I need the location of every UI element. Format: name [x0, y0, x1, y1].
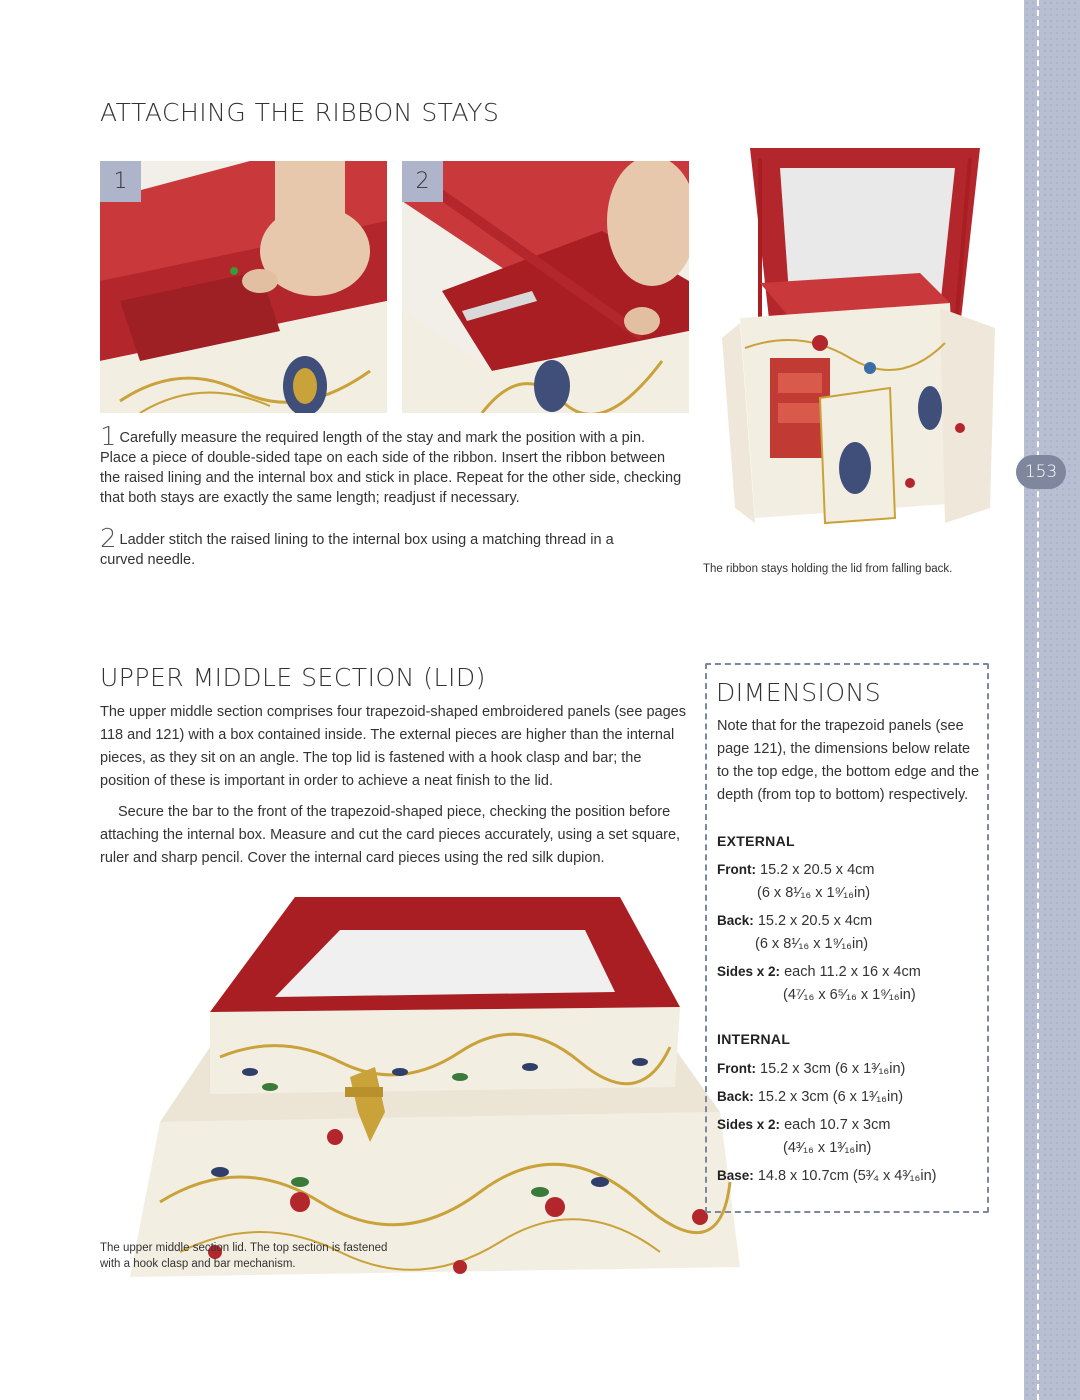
external-sides-row — [717, 960, 921, 1007]
dim-label: Front: — [717, 862, 756, 877]
internal-base-row — [717, 1164, 936, 1188]
section-heading-upper-middle: UPPER MIDDLE SECTION (LID) — [100, 663, 486, 692]
dim-label: Sides x 2: — [717, 1117, 781, 1132]
photo-badge-2: 2 — [402, 161, 443, 202]
page-edge-sidebar — [1024, 0, 1080, 1400]
open-box-photo — [700, 128, 1000, 553]
dim-label: Front: — [717, 1061, 756, 1076]
step-1-body: Carefully measure the required length of the stay and mark the position with a pin. Place a piece of double-sided tape on each side of the ribbon. Insert the ribbon between the raised lining and the internal box and stick in place. Repeat for the other side, checking that both stays are exactly the same length; readjust if necessary. — [100, 430, 682, 506]
internal-sides-row — [717, 1113, 890, 1160]
dim-imperial: (6 x 8¹⁄₁₆ x 1⁹⁄₁₆in) — [757, 885, 871, 901]
section2-paragraph-2: Secure the bar to the front of the trapezoid-shaped piece, checking the position before attaching the internal box. Measure and cut the card pieces accurately, using a set square, ruler and sharp pencil. Cover the internal card pieces using the red silk dupion. — [100, 804, 681, 866]
section2-body — [100, 701, 690, 870]
dim-value: 15.2 x 20.5 x 4cm — [760, 862, 875, 878]
internal-front-row — [717, 1057, 905, 1081]
step-photo-2 — [402, 161, 689, 413]
dim-label: Back: — [717, 1089, 754, 1104]
step-1-number: 1 — [100, 422, 117, 452]
dim-value: 15.2 x 20.5 x 4cm — [757, 913, 873, 929]
dim-value: 15.2 x 3cm (6 x 1³⁄₁₆in) — [760, 1061, 906, 1077]
dim-label: Sides x 2: — [717, 964, 781, 979]
dim-imperial: (4³⁄₁₆ x 1³⁄₁₆in) — [783, 1140, 872, 1156]
section2-paragraph-1: The upper middle section comprises four trapezoid-shaped embroidered panels (see pages 118 and 121) with a box contained inside. The external pieces are higher than the internal pieces, as they sit on an angle. The top lid is fastened with a hook clasp and bar; the position of these is important in order to achieve a neat finish to the lid. — [100, 704, 686, 789]
section-heading-ribbon-stays: ATTACHING THE RIBBON STAYS — [100, 98, 500, 127]
internal-back-row — [717, 1085, 903, 1109]
step-2-text — [100, 524, 620, 570]
external-back-row — [717, 909, 872, 956]
photo-badge-1: 1 — [100, 161, 141, 202]
step-2-body: Ladder stitch the raised lining to the internal box using a matching thread in a curved needle. — [100, 532, 614, 568]
stitch-line — [1037, 0, 1039, 1400]
open-box-caption: The ribbon stays holding the lid from falling back. — [703, 563, 953, 575]
dim-imperial: (4⁷⁄₁₆ x 6⁵⁄₁₆ x 1⁹⁄₁₆in) — [783, 987, 916, 1003]
dimensions-note: Note that for the trapezoid panels (see page 121), the dimensions below relate to the top edge, the bottom edge and the depth (from top to bottom) respectively. — [717, 718, 980, 803]
external-front-row — [717, 858, 874, 905]
dim-value: 14.8 x 10.7cm (5³⁄₄ x 4³⁄₁₆in) — [757, 1168, 937, 1184]
internal-label: INTERNAL — [717, 1031, 791, 1047]
step-photo-1 — [100, 161, 387, 413]
external-label: EXTERNAL — [717, 833, 795, 849]
lid-photo-caption: The upper middle section lid. The top section is fastened with a hook clasp and bar mechanism. — [100, 1242, 388, 1270]
dim-imperial: (6 x 8¹⁄₁₆ x 1⁹⁄₁₆in) — [755, 936, 869, 952]
dim-value: each 11.2 x 16 x 4cm — [784, 964, 921, 980]
step-1-text — [100, 422, 685, 508]
dim-value: 15.2 x 3cm (6 x 1³⁄₁₆in) — [757, 1089, 904, 1105]
dimensions-title: DIMENSIONS — [716, 678, 882, 707]
step-2-number: 2 — [100, 524, 117, 554]
dim-value: each 10.7 x 3cm — [784, 1117, 891, 1133]
page-number: 153 — [1016, 455, 1066, 489]
dim-label: Back: — [717, 913, 754, 928]
dim-label: Base: — [717, 1168, 754, 1183]
